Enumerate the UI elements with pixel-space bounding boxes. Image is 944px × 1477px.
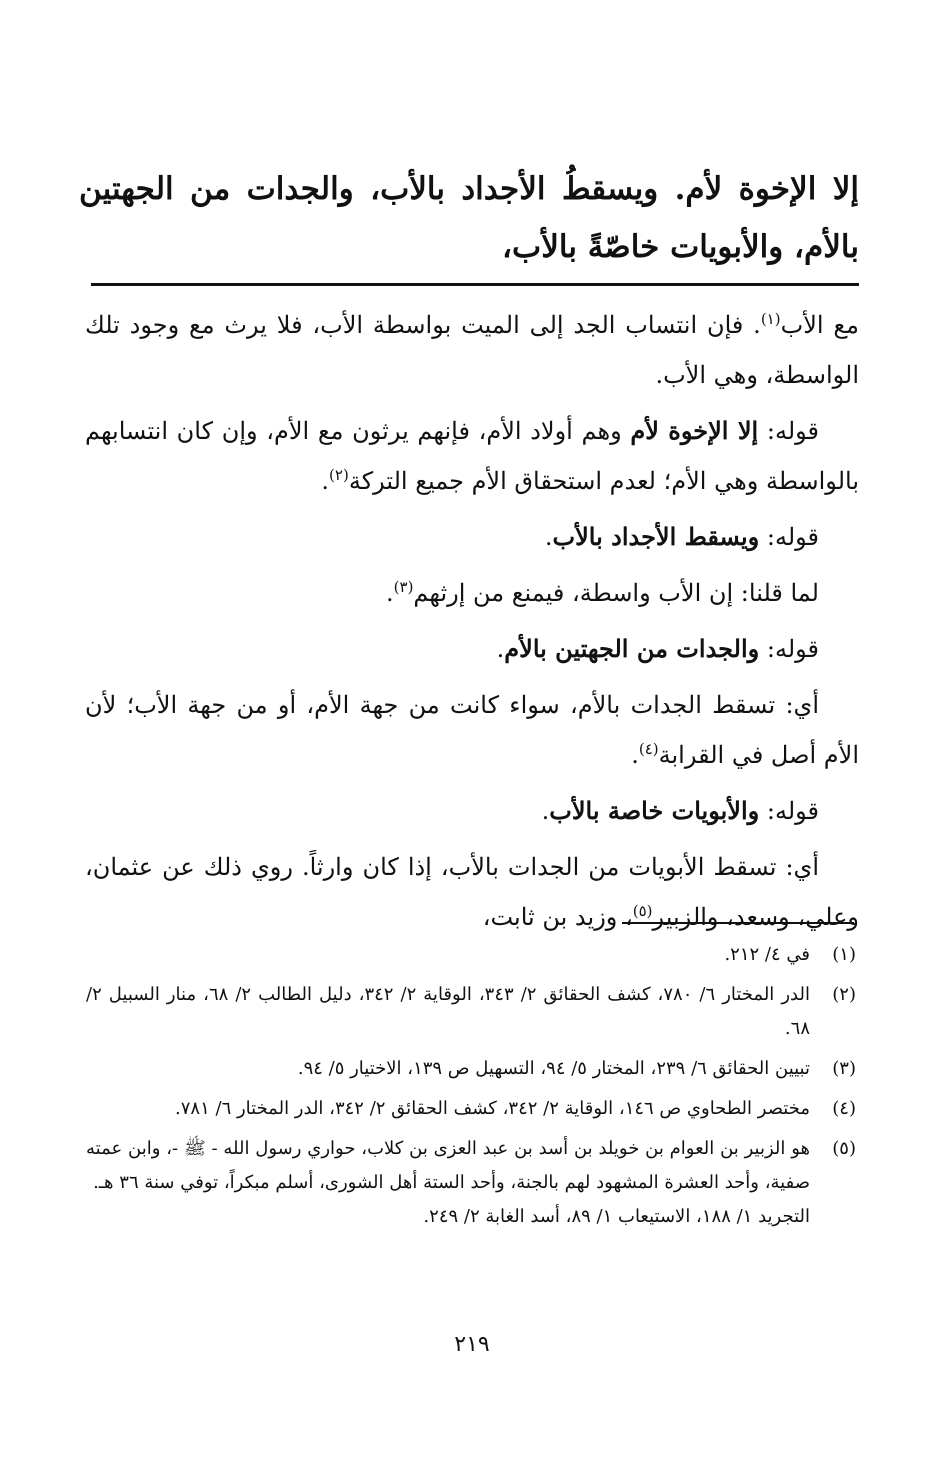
- commentary-paragraph-7: [85, 786, 859, 836]
- footnote-number: (٢): [832, 984, 856, 1005]
- text-span: . فإن انتساب الجد إلى الميت بواسطة الأب، فلا يرث مع وجود تلك الواسطة، وهي الأب.: [85, 311, 859, 389]
- quoted-matn: والأبويات خاصة بالأب: [549, 796, 760, 825]
- footnote-number: (٥): [832, 1138, 856, 1159]
- footnote-number: (٤): [832, 1098, 856, 1119]
- main-text: إلا الإخوة لأم. ويسقطُ الأجداد بالأب، والجدات من الجهتين بالأم، والأبويات خاصّةً بالأب،: [79, 171, 859, 265]
- footnote-text: في ٤/ ٢١٢.: [724, 944, 810, 965]
- text-span: .: [544, 523, 553, 551]
- text-span: قوله:: [758, 417, 820, 445]
- commentary-paragraph-5: [85, 624, 859, 674]
- text-span: قوله:: [759, 523, 819, 551]
- text-span: قوله:: [759, 635, 819, 663]
- commentary-paragraph-3: [85, 512, 859, 562]
- footnote-text: مختصر الطحاوي ص ١٤٦، الوقاية ٢/ ٣٤٢، كشف الحقائق ٢/ ٣٤٢، الدر المختار ٦/ ٧٨١.: [175, 1098, 810, 1119]
- footnote-body: هو الزبير بن العوام بن خويلد بن أسد بن عبد العزى بن كلاب، حواري رسول الله - ﷺ -، وابن عمته صفية، وأحد العشرة المشهود لهم بالجنة، وأحد الستة أهل الشورى، أسلم مبكراً، توفي سنة ٣٦ هـ.: [86, 1138, 810, 1193]
- text-span: .: [496, 635, 505, 663]
- footnotes: [86, 938, 856, 1240]
- footnote-references: التجريد ١/ ١٨٨، الاستيعاب ١/ ٨٩، أسد الغابة ٢/ ٢٤٩.: [423, 1206, 810, 1227]
- footnote-number: (١): [832, 944, 856, 965]
- text-span: ، وزيد بن ثابت،: [482, 903, 633, 931]
- footnote-2: [86, 978, 856, 1046]
- text-span: أي: تسقط الجدات بالأم، سواء كانت من جهة الأم، أو من جهة الأب؛ لأن الأم أصل في القرابة: [85, 691, 859, 769]
- footnote-ref-4[interactable]: (٤): [638, 740, 659, 758]
- footnote-text: تبيين الحقائق ٦/ ٢٣٩، المختار ٥/ ٩٤، التسهيل ص ١٣٩، الاختيار ٥/ ٩٤.: [297, 1058, 810, 1079]
- footnote-1: [86, 938, 856, 972]
- commentary-paragraph-1: [85, 300, 859, 400]
- footnote-ref-2[interactable]: (٢): [329, 466, 349, 484]
- footnote-ref-3[interactable]: (٣): [393, 578, 414, 596]
- commentary-paragraph-4: [85, 568, 859, 618]
- footnote-divider: [622, 922, 854, 924]
- footnote-ref-5[interactable]: (٥): [632, 902, 653, 920]
- text-span: .: [386, 579, 394, 607]
- text-span: أي: تسقط الأبويات من الجدات بالأب، إذا كان وارثاً. روي ذلك عن عثمان، وعلي، وسعد، والزبير: [85, 853, 859, 931]
- footnote-4: [86, 1092, 856, 1126]
- commentary-paragraph-2: [85, 406, 859, 506]
- quoted-matn: إلا الإخوة لأم: [630, 416, 759, 445]
- commentary: [85, 300, 859, 948]
- text-span: .: [541, 797, 550, 825]
- footnote-text: الدر المختار ٦/ ٧٨٠، كشف الحقائق ٢/ ٣٤٣، الوقاية ٢/ ٣٤٢، دليل الطالب ٢/ ٦٨، منار السبيل ٢/ ٦٨.: [86, 984, 810, 1039]
- footnote-5: [86, 1132, 856, 1234]
- text-span: .: [631, 741, 639, 769]
- commentary-paragraph-8: [85, 842, 859, 942]
- page-number: ٢١٩: [454, 1332, 490, 1357]
- footnote-text: [86, 1132, 810, 1234]
- text-span: وهم أولاد الأم، فإنهم يرثون مع الأم، وإن كان انتسابهم بالواسطة وهي الأم؛ لعدم استحقاق الأم جميع التركة: [85, 417, 859, 495]
- quoted-matn: ويسقط الأجداد بالأب: [552, 522, 760, 551]
- footnote-number: (٣): [832, 1058, 856, 1079]
- text-span: قوله:: [759, 797, 819, 825]
- main-text-divider: [91, 283, 859, 286]
- commentary-paragraph-6: [85, 680, 859, 780]
- text-span: .: [321, 467, 330, 495]
- footnote-ref-1[interactable]: (١): [760, 310, 781, 328]
- text-span: لما قلنا: إن الأب واسطة، فيمنع من إرثهم: [413, 579, 819, 607]
- footnote-3: [86, 1052, 856, 1086]
- quoted-matn: والجدات من الجهتين بالأم: [504, 634, 760, 663]
- text-span: مع الأب: [780, 311, 859, 339]
